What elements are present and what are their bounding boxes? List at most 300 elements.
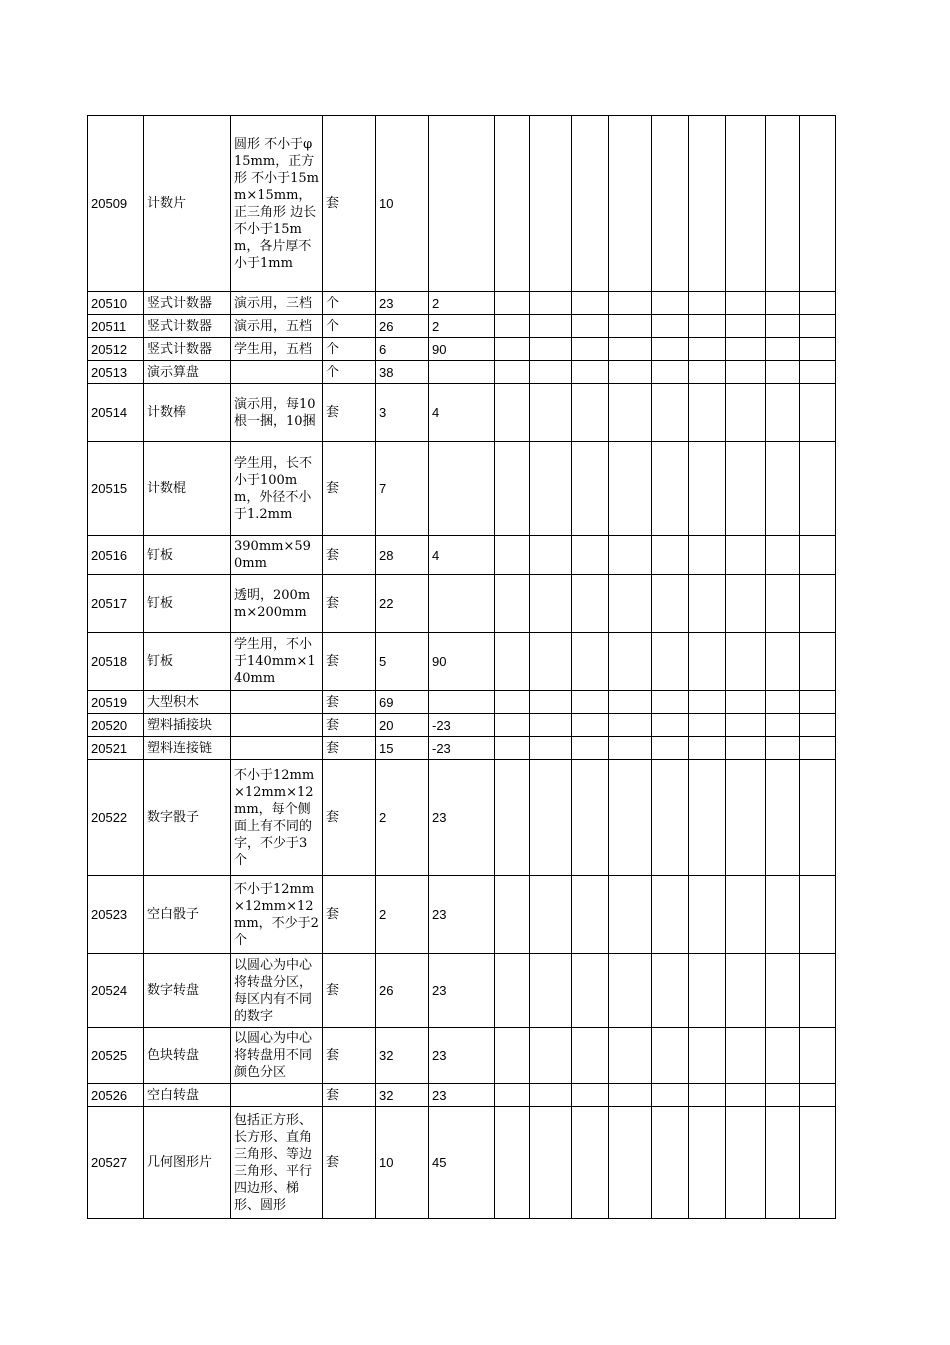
item-spec: 包括正方形、长方形、直角三角形、等边三角形、平行四边形、梯形、圆形 <box>231 1107 323 1219</box>
empty-cell <box>572 338 609 361</box>
empty-cell <box>766 1107 800 1219</box>
empty-cell <box>766 575 800 633</box>
table-row <box>88 292 836 315</box>
item-extra: 2 <box>429 315 495 338</box>
empty-cell <box>495 384 530 442</box>
empty-cell <box>766 954 800 1028</box>
empty-cell <box>609 361 652 384</box>
empty-cell <box>800 876 836 954</box>
item-name: 计数棍 <box>144 442 231 536</box>
item-name: 竖式计数器 <box>144 292 231 315</box>
item-code: 20518 <box>88 633 144 691</box>
empty-cell <box>572 384 609 442</box>
empty-cell <box>766 442 800 536</box>
empty-cell <box>530 691 572 714</box>
empty-cell <box>726 1084 766 1107</box>
item-unit: 套 <box>323 760 376 876</box>
empty-cell <box>689 384 726 442</box>
table-row <box>88 760 836 876</box>
item-unit: 套 <box>323 1084 376 1107</box>
item-qty: 23 <box>376 292 429 315</box>
item-unit: 个 <box>323 361 376 384</box>
empty-cell <box>766 292 800 315</box>
empty-cell <box>609 292 652 315</box>
empty-cell <box>530 384 572 442</box>
item-extra <box>429 691 495 714</box>
empty-cell <box>530 737 572 760</box>
empty-cell <box>495 714 530 737</box>
empty-cell <box>495 575 530 633</box>
empty-cell <box>726 315 766 338</box>
empty-cell <box>726 575 766 633</box>
item-name: 钉板 <box>144 575 231 633</box>
empty-cell <box>530 361 572 384</box>
empty-cell <box>689 315 726 338</box>
item-unit: 套 <box>323 737 376 760</box>
table-row <box>88 1028 836 1084</box>
empty-cell <box>609 536 652 575</box>
table-row <box>88 361 836 384</box>
empty-cell <box>572 1107 609 1219</box>
empty-cell <box>689 633 726 691</box>
table-row <box>88 876 836 954</box>
item-unit: 套 <box>323 633 376 691</box>
empty-cell <box>609 954 652 1028</box>
empty-cell <box>652 1084 689 1107</box>
empty-cell <box>572 1084 609 1107</box>
item-unit: 套 <box>323 1107 376 1219</box>
item-unit: 套 <box>323 536 376 575</box>
empty-cell <box>726 737 766 760</box>
empty-cell <box>800 954 836 1028</box>
empty-cell <box>652 714 689 737</box>
table-row <box>88 954 836 1028</box>
empty-cell <box>689 714 726 737</box>
empty-cell <box>689 292 726 315</box>
empty-cell <box>766 1028 800 1084</box>
empty-cell <box>495 760 530 876</box>
item-extra: 45 <box>429 1107 495 1219</box>
item-code: 20513 <box>88 361 144 384</box>
item-unit: 套 <box>323 575 376 633</box>
empty-cell <box>609 760 652 876</box>
item-name: 塑料插接块 <box>144 714 231 737</box>
item-unit: 套 <box>323 714 376 737</box>
item-qty: 10 <box>376 1107 429 1219</box>
empty-cell <box>609 1084 652 1107</box>
empty-cell <box>800 315 836 338</box>
empty-cell <box>609 442 652 536</box>
item-name: 计数棒 <box>144 384 231 442</box>
item-name: 色块转盘 <box>144 1028 231 1084</box>
empty-cell <box>726 1107 766 1219</box>
empty-cell <box>726 384 766 442</box>
empty-cell <box>572 292 609 315</box>
empty-cell <box>800 575 836 633</box>
item-spec: 不小于12mm×12mm×12mm，不少于2个 <box>231 876 323 954</box>
empty-cell <box>572 714 609 737</box>
item-extra <box>429 361 495 384</box>
empty-cell <box>652 536 689 575</box>
empty-cell <box>652 361 689 384</box>
empty-cell <box>652 1107 689 1219</box>
table-row <box>88 1107 836 1219</box>
item-unit: 个 <box>323 315 376 338</box>
empty-cell <box>766 1084 800 1107</box>
item-spec: 不小于12mm×12mm×12mm，每个侧面上有不同的字，不少于3个 <box>231 760 323 876</box>
empty-cell <box>800 714 836 737</box>
empty-cell <box>726 1028 766 1084</box>
item-code: 20512 <box>88 338 144 361</box>
empty-cell <box>726 876 766 954</box>
item-qty: 32 <box>376 1084 429 1107</box>
empty-cell <box>652 760 689 876</box>
empty-cell <box>726 633 766 691</box>
empty-cell <box>800 691 836 714</box>
empty-cell <box>530 536 572 575</box>
empty-cell <box>652 633 689 691</box>
item-name: 空白骰子 <box>144 876 231 954</box>
item-code: 20527 <box>88 1107 144 1219</box>
empty-cell <box>800 1028 836 1084</box>
empty-cell <box>572 442 609 536</box>
empty-cell <box>766 691 800 714</box>
item-code: 20525 <box>88 1028 144 1084</box>
empty-cell <box>689 536 726 575</box>
empty-cell <box>652 116 689 292</box>
empty-cell <box>766 737 800 760</box>
empty-cell <box>530 1028 572 1084</box>
item-unit: 套 <box>323 691 376 714</box>
item-unit: 套 <box>323 1028 376 1084</box>
table-row <box>88 384 836 442</box>
empty-cell <box>766 876 800 954</box>
empty-cell <box>652 338 689 361</box>
empty-cell <box>530 1084 572 1107</box>
item-name: 大型积木 <box>144 691 231 714</box>
empty-cell <box>652 876 689 954</box>
equipment-table <box>87 115 836 1219</box>
item-unit: 个 <box>323 338 376 361</box>
empty-cell <box>572 691 609 714</box>
empty-cell <box>495 338 530 361</box>
empty-cell <box>609 315 652 338</box>
empty-cell <box>495 1107 530 1219</box>
item-qty: 26 <box>376 315 429 338</box>
item-name: 塑料连接链 <box>144 737 231 760</box>
empty-cell <box>609 737 652 760</box>
table-row <box>88 116 836 292</box>
item-qty: 22 <box>376 575 429 633</box>
item-spec <box>231 714 323 737</box>
item-qty: 6 <box>376 338 429 361</box>
empty-cell <box>609 876 652 954</box>
table-row <box>88 338 836 361</box>
empty-cell <box>530 1107 572 1219</box>
empty-cell <box>495 876 530 954</box>
item-name: 数字骰子 <box>144 760 231 876</box>
item-code: 20509 <box>88 116 144 292</box>
item-spec: 学生用，长不小于100mm，外径不小于1.2mm <box>231 442 323 536</box>
item-name: 计数片 <box>144 116 231 292</box>
empty-cell <box>689 338 726 361</box>
item-code: 20520 <box>88 714 144 737</box>
empty-cell <box>652 954 689 1028</box>
empty-cell <box>766 384 800 442</box>
empty-cell <box>572 536 609 575</box>
empty-cell <box>800 116 836 292</box>
empty-cell <box>530 116 572 292</box>
item-qty: 3 <box>376 384 429 442</box>
empty-cell <box>530 876 572 954</box>
empty-cell <box>652 442 689 536</box>
empty-cell <box>800 760 836 876</box>
item-qty: 7 <box>376 442 429 536</box>
item-code: 20517 <box>88 575 144 633</box>
item-spec <box>231 691 323 714</box>
empty-cell <box>800 292 836 315</box>
item-extra: 90 <box>429 633 495 691</box>
item-qty: 69 <box>376 691 429 714</box>
empty-cell <box>800 633 836 691</box>
table-row <box>88 691 836 714</box>
empty-cell <box>572 954 609 1028</box>
item-code: 20519 <box>88 691 144 714</box>
empty-cell <box>726 714 766 737</box>
item-spec: 演示用，五档 <box>231 315 323 338</box>
item-code: 20522 <box>88 760 144 876</box>
item-spec <box>231 737 323 760</box>
empty-cell <box>495 1028 530 1084</box>
empty-cell <box>495 442 530 536</box>
empty-cell <box>689 737 726 760</box>
empty-cell <box>495 691 530 714</box>
item-qty: 2 <box>376 876 429 954</box>
item-code: 20516 <box>88 536 144 575</box>
item-code: 20521 <box>88 737 144 760</box>
empty-cell <box>572 116 609 292</box>
item-qty: 5 <box>376 633 429 691</box>
empty-cell <box>495 292 530 315</box>
empty-cell <box>726 338 766 361</box>
empty-cell <box>652 575 689 633</box>
item-unit: 套 <box>323 116 376 292</box>
empty-cell <box>689 876 726 954</box>
item-name: 钉板 <box>144 633 231 691</box>
empty-cell <box>652 691 689 714</box>
empty-cell <box>726 536 766 575</box>
table-row <box>88 737 836 760</box>
item-extra <box>429 575 495 633</box>
item-extra: 23 <box>429 1084 495 1107</box>
empty-cell <box>530 442 572 536</box>
empty-cell <box>800 338 836 361</box>
item-code: 20515 <box>88 442 144 536</box>
item-qty: 10 <box>376 116 429 292</box>
empty-cell <box>800 737 836 760</box>
item-spec: 圆形 不小于φ15mm，正方形 不小于15mm×15mm，正三角形 边长不小于15mm，各片厚不小于1mm <box>231 116 323 292</box>
item-unit: 套 <box>323 384 376 442</box>
table-row <box>88 633 836 691</box>
item-extra: 23 <box>429 954 495 1028</box>
item-name: 数字转盘 <box>144 954 231 1028</box>
item-name: 空白转盘 <box>144 1084 231 1107</box>
table-body <box>88 116 836 1219</box>
empty-cell <box>726 116 766 292</box>
empty-cell <box>766 315 800 338</box>
empty-cell <box>530 954 572 1028</box>
empty-cell <box>800 442 836 536</box>
empty-cell <box>726 760 766 876</box>
item-extra: 4 <box>429 384 495 442</box>
table-row <box>88 536 836 575</box>
table-row <box>88 575 836 633</box>
table-row <box>88 315 836 338</box>
empty-cell <box>766 714 800 737</box>
item-code: 20526 <box>88 1084 144 1107</box>
empty-cell <box>530 292 572 315</box>
item-qty: 28 <box>376 536 429 575</box>
empty-cell <box>609 116 652 292</box>
empty-cell <box>800 536 836 575</box>
item-qty: 2 <box>376 760 429 876</box>
empty-cell <box>572 737 609 760</box>
empty-cell <box>530 315 572 338</box>
item-unit: 套 <box>323 876 376 954</box>
item-name: 竖式计数器 <box>144 315 231 338</box>
empty-cell <box>609 691 652 714</box>
item-spec: 演示用，每10根一捆，10捆 <box>231 384 323 442</box>
table-row <box>88 714 836 737</box>
empty-cell <box>572 575 609 633</box>
item-spec: 学生用，五档 <box>231 338 323 361</box>
empty-cell <box>689 1107 726 1219</box>
empty-cell <box>530 760 572 876</box>
empty-cell <box>572 315 609 338</box>
item-code: 20514 <box>88 384 144 442</box>
empty-cell <box>530 338 572 361</box>
item-extra <box>429 442 495 536</box>
empty-cell <box>495 737 530 760</box>
item-qty: 20 <box>376 714 429 737</box>
empty-cell <box>530 575 572 633</box>
table-row <box>88 1084 836 1107</box>
item-spec <box>231 361 323 384</box>
empty-cell <box>572 1028 609 1084</box>
empty-cell <box>689 691 726 714</box>
empty-cell <box>766 633 800 691</box>
empty-cell <box>726 292 766 315</box>
empty-cell <box>495 536 530 575</box>
empty-cell <box>689 116 726 292</box>
item-code: 20523 <box>88 876 144 954</box>
empty-cell <box>689 1084 726 1107</box>
empty-cell <box>572 361 609 384</box>
empty-cell <box>530 633 572 691</box>
empty-cell <box>766 116 800 292</box>
item-unit: 套 <box>323 954 376 1028</box>
empty-cell <box>495 315 530 338</box>
item-extra: -23 <box>429 737 495 760</box>
item-qty: 26 <box>376 954 429 1028</box>
item-extra: 2 <box>429 292 495 315</box>
empty-cell <box>766 361 800 384</box>
empty-cell <box>530 714 572 737</box>
item-name: 钉板 <box>144 536 231 575</box>
empty-cell <box>689 954 726 1028</box>
item-code: 20511 <box>88 315 144 338</box>
item-code: 20524 <box>88 954 144 1028</box>
item-spec: 以圆心为中心将转盘用不同颜色分区 <box>231 1028 323 1084</box>
item-spec: 透明，200mm×200mm <box>231 575 323 633</box>
item-extra: -23 <box>429 714 495 737</box>
empty-cell <box>652 737 689 760</box>
item-qty: 15 <box>376 737 429 760</box>
item-qty: 32 <box>376 1028 429 1084</box>
empty-cell <box>495 1084 530 1107</box>
empty-cell <box>689 442 726 536</box>
empty-cell <box>609 338 652 361</box>
empty-cell <box>726 954 766 1028</box>
empty-cell <box>609 633 652 691</box>
empty-cell <box>609 384 652 442</box>
empty-cell <box>800 361 836 384</box>
empty-cell <box>766 760 800 876</box>
empty-cell <box>766 338 800 361</box>
item-unit: 个 <box>323 292 376 315</box>
empty-cell <box>800 1084 836 1107</box>
empty-cell <box>495 633 530 691</box>
item-spec: 学生用，不小于140mm×140mm <box>231 633 323 691</box>
empty-cell <box>609 575 652 633</box>
item-extra <box>429 116 495 292</box>
empty-cell <box>652 292 689 315</box>
empty-cell <box>572 633 609 691</box>
empty-cell <box>689 575 726 633</box>
empty-cell <box>726 361 766 384</box>
empty-cell <box>652 384 689 442</box>
item-qty: 38 <box>376 361 429 384</box>
empty-cell <box>495 361 530 384</box>
empty-cell <box>609 1107 652 1219</box>
empty-cell <box>652 1028 689 1084</box>
empty-cell <box>766 536 800 575</box>
empty-cell <box>689 760 726 876</box>
empty-cell <box>572 760 609 876</box>
item-extra: 23 <box>429 1028 495 1084</box>
item-name: 演示算盘 <box>144 361 231 384</box>
table-row <box>88 442 836 536</box>
empty-cell <box>800 1107 836 1219</box>
item-extra: 23 <box>429 760 495 876</box>
empty-cell <box>609 714 652 737</box>
empty-cell <box>572 876 609 954</box>
empty-cell <box>726 691 766 714</box>
empty-cell <box>726 442 766 536</box>
item-extra: 4 <box>429 536 495 575</box>
empty-cell <box>652 315 689 338</box>
empty-cell <box>495 116 530 292</box>
item-extra: 23 <box>429 876 495 954</box>
empty-cell <box>800 384 836 442</box>
item-unit: 套 <box>323 442 376 536</box>
item-spec: 演示用，三档 <box>231 292 323 315</box>
item-code: 20510 <box>88 292 144 315</box>
empty-cell <box>689 1028 726 1084</box>
item-spec: 以圆心为中心将转盘分区，每区内有不同的数字 <box>231 954 323 1028</box>
empty-cell <box>689 361 726 384</box>
empty-cell <box>609 1028 652 1084</box>
